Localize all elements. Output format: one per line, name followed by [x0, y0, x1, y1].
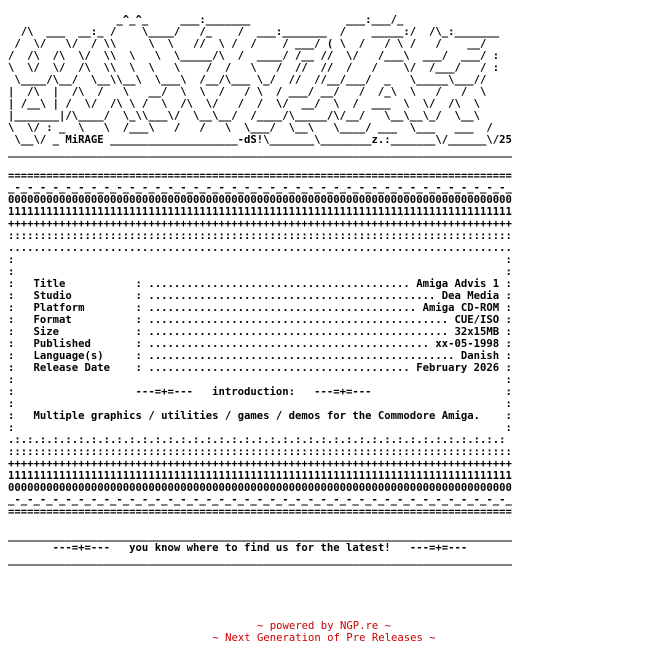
box-blank: : :: [8, 374, 512, 386]
logo-line: | /__\ | / \/ /\ \ / \ /\ \/ / / \/ __/ \ / ___ \ \/ /\ \: [8, 98, 480, 110]
logo-line: \ \/ : _ \ \ /___\ / / \ \___/ \__\ \____/ ___ \___ ___ /: [8, 122, 493, 134]
ngp-tagline: ~ Next Generation of Pre Releases ~: [212, 632, 436, 644]
box-blank: : :: [8, 422, 512, 434]
logo-line: / \/ \/ / \\ \ \ // \ / / / ___/ ( \ / / \ / / __/: [14, 38, 487, 50]
logo-line: | /\ | /\ / \ __/ \ \ / / \ / ___/ __/ / /_\ \ / / \: [8, 86, 487, 98]
box-blank: : :: [8, 266, 512, 278]
release-field: : Release Date : ......................................... February 2026 :: [8, 362, 512, 374]
intro-heading: : ---=+=--- introduction: ---=+=--- :: [8, 386, 512, 398]
rule-line: 1111111111111111111111111111111111111111111111111111111111111111111111111111111: [8, 206, 512, 218]
rule-line: +++++++++++++++++++++++++++++++++++++++++++++++++++++++++++++++++++++++++++++++: [8, 218, 512, 230]
release-field: : Size : ............................................... 32x15MB :: [8, 326, 512, 338]
rule-line: :::::::::::::::::::::::::::::::::::::::::::::::::::::::::::::::::::::::::::::::: [8, 230, 512, 242]
release-field: : Studio : ............................................. Dea Media :: [8, 290, 512, 302]
rule-line: _-_-_-_-_-_-_-_-_-_-_-_-_-_-_-_-_-_-_-_-_-_-_-_-_-_-_-_-_-_-_-_-_-_-_-_-_-_-_-_: [8, 494, 512, 506]
rule-line: _-_-_-_-_-_-_-_-_-_-_-_-_-_-_-_-_-_-_-_-_-_-_-_-_-_-_-_-_-_-_-_-_-_-_-_-_-_-_-_: [8, 182, 512, 194]
footer: [0, 620, 648, 644]
logo-line: |_______|/\____/ \_\\___\/ \__\__/ /____/\_____/\/__/ \__\__\_/ \__\: [8, 110, 480, 122]
rule-line: ...............................................................................: [8, 242, 512, 254]
logo-line: \____/\__/ \__\\__\ \___\ /__/\___ \_/ // //__/___/ _ \_____\___//: [14, 74, 487, 86]
rule-line: ===============================================================================: [8, 170, 512, 182]
tagline: ---=+=--- you know where to find us for the latest! ---=+=---: [52, 542, 468, 554]
rule-line: 0000000000000000000000000000000000000000000000000000000000000000000000000000000: [8, 194, 512, 206]
rule-line: ===============================================================================: [8, 506, 512, 518]
intro-text: : Multiple graphics / utilities / games / demos for the Commodore Amiga. :: [8, 410, 512, 422]
logo-line: _^_^_ ___:_______ ___:___/_: [116, 14, 404, 26]
release-field: : Title : ......................................... Amiga Advis 1 :: [8, 278, 512, 290]
release-field: : Format : ............................................... CUE/ISO :: [8, 314, 512, 326]
release-field: : Platform : .......................................... Amiga CD-ROM :: [8, 302, 512, 314]
logo-line: \__\/ _ MiRAGE ____________________-dS!\_______\________z.:_______\/______\/25: [14, 134, 512, 146]
box-border: : :: [8, 254, 512, 266]
logo-line: /\ ___ __:_ / \____/ /_ / ___:_______ / _____:/ /\_:_______: [20, 26, 500, 38]
rule-line: _______________________________________________________________________________: [8, 530, 512, 542]
powered-by-line: ~ powered by NGP.re ~: [257, 620, 391, 632]
rule-line: +++++++++++++++++++++++++++++++++++++++++++++++++++++++++++++++++++++++++++++++: [8, 458, 512, 470]
rule-line: :::::::::::::::::::::::::::::::::::::::::::::::::::::::::::::::::::::::::::::::: [8, 446, 512, 458]
rule-line: 0000000000000000000000000000000000000000000000000000000000000000000000000000000: [8, 482, 512, 494]
box-blank: : :: [8, 398, 512, 410]
box-border: .:.:.:.:.:.:.:.:.:.:.:.:.:.:.:.:.:.:.:.:.:.:.:.:.:.:.:.:.:.:.:.:.:.:.:.:.:.:.:: [8, 434, 506, 446]
logo-line: \ \/ \/ /\ \\ \ \ \ / / \ / // // / / \/ /___/ / :: [8, 62, 500, 74]
nfo-text: [8, 14, 512, 566]
logo-line: / /\ /\ \/ \\ \ \ \_____/\ / ____/ /__ // \/ /___\ ___/ ___/ :: [8, 50, 500, 62]
release-field: : Language(s) : ................................................ Danish :: [8, 350, 512, 362]
rule-line: _______________________________________________________________________________: [8, 554, 512, 566]
release-field: : Published : ............................................ xx-05-1998 :: [8, 338, 512, 350]
rule-line: _______________________________________________________________________________: [8, 146, 512, 158]
rule-line: 1111111111111111111111111111111111111111111111111111111111111111111111111111111: [8, 470, 512, 482]
